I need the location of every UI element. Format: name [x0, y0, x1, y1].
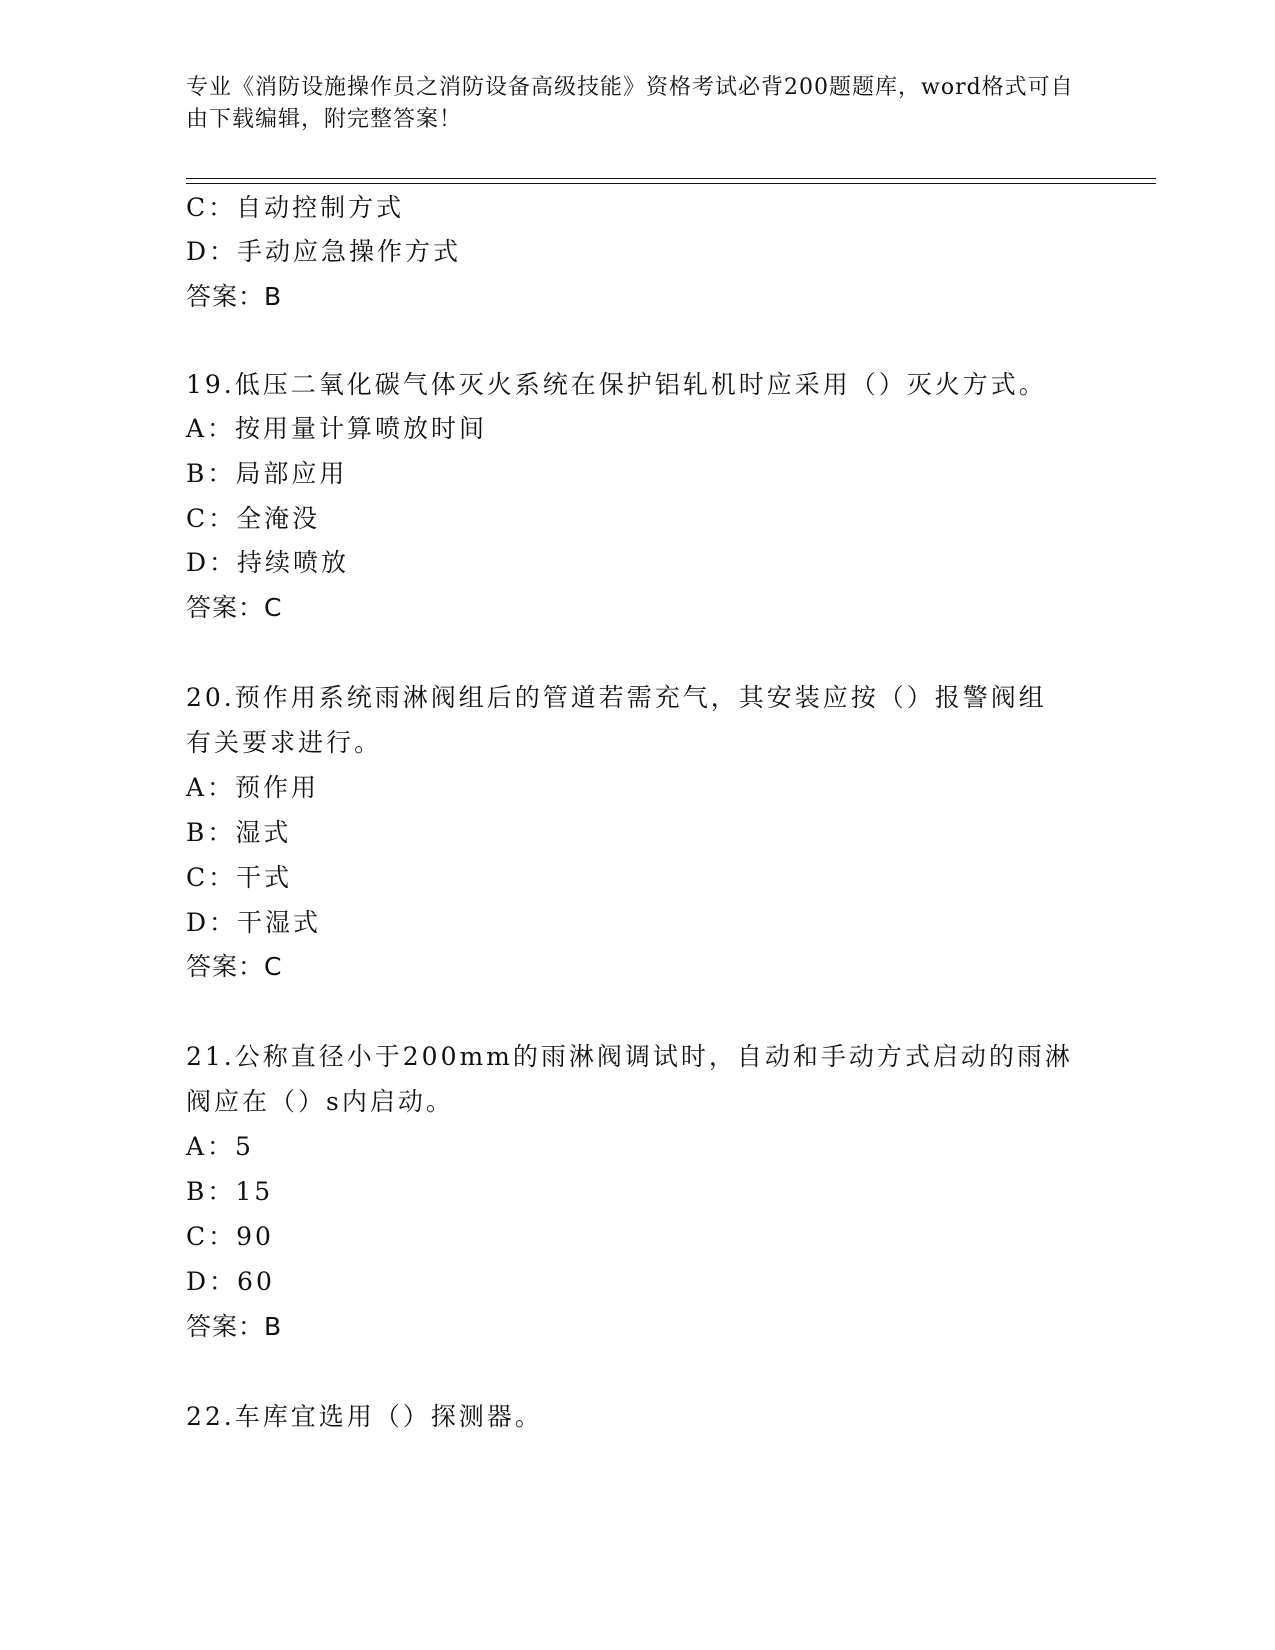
question-21-stem-line-1: 21.公称直径小于200mm的雨淋阀调试时，自动和手动方式启动的雨淋: [186, 1042, 1073, 1071]
question-21-option-a: A：5: [186, 1132, 254, 1161]
question-18-option-d: D：手动应急操作方式: [186, 237, 462, 266]
question-20-option-c: C：干式: [186, 863, 293, 892]
question-18-answer: 答案：B: [186, 282, 283, 311]
question-20-option-a: A：预作用: [186, 773, 320, 802]
question-21-stem-line-2: 阀应在（）s内启动。: [186, 1087, 454, 1116]
question-20-option-d: D：干湿式: [186, 908, 322, 937]
question-19-option-d: D：持续喷放: [186, 548, 350, 577]
question-20-answer: 答案：C: [186, 952, 283, 981]
question-20-stem-line-1: 20.预作用系统雨淋阀组后的管道若需充气，其安装应按（）报警阀组: [186, 683, 1047, 712]
header-rule-top: [186, 178, 1156, 179]
question-19-option-b: B：局部应用: [186, 459, 348, 488]
question-19-stem: 19.低压二氧化碳气体灭火系统在保护铝轧机时应采用（）灭火方式。: [186, 370, 1047, 399]
header-rule-bottom: [186, 183, 1156, 184]
question-19-answer: 答案：C: [186, 593, 283, 622]
question-22-stem: 22.车库宜选用（）探测器。: [186, 1402, 543, 1431]
question-18-option-c: C：自动控制方式: [186, 193, 405, 222]
document-header: 专业《消防设施操作员之消防设备高级技能》资格考试必背200题题库，word格式可自由下载编辑，附完整答案！: [186, 75, 1074, 132]
question-21-option-d: D：60: [186, 1267, 275, 1296]
question-19-option-c: C：全淹没: [186, 504, 321, 533]
question-19-option-a: A：按用量计算喷放时间: [186, 414, 488, 443]
question-20-stem-line-2: 有关要求进行。: [186, 728, 383, 757]
question-21-option-c: C：90: [186, 1222, 274, 1251]
question-20-option-b: B：湿式: [186, 818, 292, 847]
question-21-answer: 答案：B: [186, 1312, 283, 1341]
question-21-option-b: B：15: [186, 1177, 274, 1206]
